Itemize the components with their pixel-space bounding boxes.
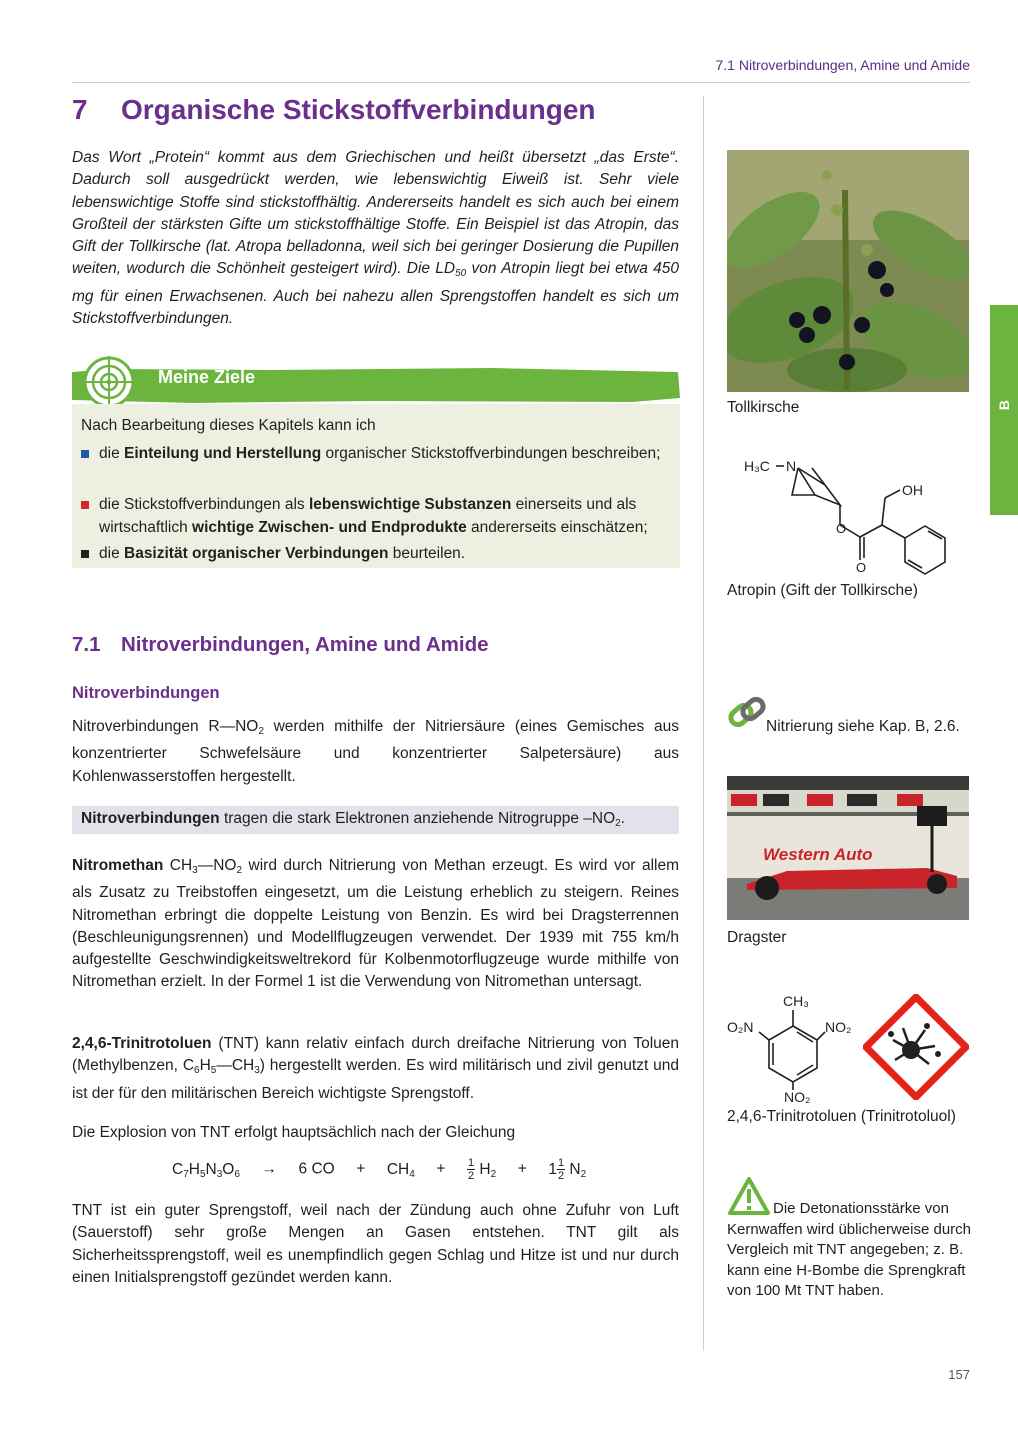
equation-product-co: 6 CO [298, 1160, 335, 1178]
tnt-label-no2: NO₂ [825, 1019, 852, 1035]
header-rule [72, 82, 970, 83]
paragraph-tnt-safety: TNT ist ein guter Sprengstoff, weil nach der Zündung auch ohne Zufuhr von Luft (Sauerstoff) sehr große Mengen an Gasen entstehen. TNT gilt als Sicherheitssprengstoff, weil es unempfindlich gegen Schlag und Hitze ist und nur durch einen Initialsprengstoff gezündet werden kann. [72, 1202, 679, 1286]
subheading: Nitroverbindungen [72, 684, 220, 702]
atropin-label-h3c: H₃C [744, 458, 770, 474]
equation-product-ch4: $CH_4$ [386, 1160, 415, 1180]
column-divider [703, 96, 704, 1351]
reaction-equation [172, 1157, 586, 1182]
paragraph-nitromethan: Nitromethan $CH_3—NO_2$ wird durch Nitrierung von Methan erzeugt. Es wird vor allem als Zusatz zu Treibstoffen eingesetzt, um die Leistung erheblich zu steigern. Reines Nitromethan erbringt die doppelte Leistung von Benzin. Es wird bei Dragsterrennen (Beschleunigungsrennen) und Modellflugzeugen verwendet. Der 1939 mit 755 km/h aufgestellte Geschwindigkeitsweltrekord für Kolbenmotorflugzeuge wurde mithilfe von Nitromethan erzielt. In der Formel 1 ist die Verwendung von Nitromethan untersagt. [72, 857, 679, 991]
goal-item: die Einteilung und Herstellung organischer Stickstoffverbindungen beschreiben; [81, 443, 671, 466]
intro-paragraph: Das Wort „Protein“ kommt aus dem Griechischen und heißt übersetzt „das Erste“. Dadurch soll ausgedrückt werden, wie lebenswichtig Eiweiß ist. Sehr viele lebenswichtige Stoffe sind stickstoffhältig. Andererseits handelt es sich auch bei einem Großteil der stärksten Gifte um stickstoffhältige Stoffe. Ein Beispiel ist das Atropin, das Gift der Tollkirsche (lat. Atropa belladonna, weil sich bei geringer Dosierung die Pupillen weiten, wodurch die Schönheit gesteigert wird). Die $LD_{50}$ von Atropin liegt bei etwa 450 mg für einen Erwachsenen. Auch bei nahezu allen Sprengstoffen handelt es sich um Stickstoffverbindungen. [72, 149, 679, 328]
goals-title: Meine Ziele [158, 367, 256, 387]
tnt-label-no2: NO₂ [784, 1089, 811, 1105]
chapter-title: Organische Stickstoffverbindungen [121, 94, 596, 125]
equation-plus: + [517, 1160, 527, 1178]
atropin-structure [740, 450, 960, 580]
atropin-label-oh: OH [902, 482, 923, 498]
definition-text: Nitroverbindungen tragen die stark Elektronen anziehende Nitrogruppe $-NO_2$. [81, 810, 626, 829]
paragraph-equation-intro: Die Explosion von TNT erfolgt hauptsächlich nach der Gleichung [72, 1124, 516, 1141]
running-head: 7.1 Nitroverbindungen, Amine und Amide [715, 57, 970, 73]
link-note: Nitrierung siehe Kap. B, 2.6. [766, 718, 960, 735]
bullet-icon [81, 450, 89, 458]
tnt-label-o2n: O₂N [727, 1019, 754, 1035]
fraction-half: $\frac{1}{2}$ [467, 1157, 475, 1182]
chapter-tab-label: B [996, 399, 1012, 411]
section-number: 7.1 [72, 633, 101, 656]
equation-reactant: $C_7H_5N_3O_6$ [172, 1160, 240, 1180]
tnt-label-ch3: CH₃ [783, 993, 809, 1009]
chapter-number: 7 [72, 94, 88, 125]
goals-intro: Nach Bearbeitung dieses Kapitels kann ich [81, 417, 376, 434]
atropin-label-o: O [856, 560, 867, 575]
paragraph-tnt: 2,4,6-Trinitrotoluen (TNT) kann relativ einfach durch dreifache Nitrierung von Toluen (Methylbenzen, $C_6H_5—CH_3$) hergestellt werden. Es wird militärisch und zivil genutzt und ist der für den militärischen Bereich wichtigste Sprengstoff. [72, 1035, 679, 1102]
goal-item: die Basizität organischer Verbindungen beurteilen. [81, 543, 671, 566]
dragster-sign: Western Auto [763, 845, 873, 864]
target-icon [83, 356, 135, 408]
equation-product-h2: $H_2$ [479, 1160, 497, 1180]
atropin-label-o: O [836, 521, 847, 536]
page-number: 157 [948, 1367, 970, 1382]
atropin-label-n: N [786, 458, 797, 474]
equation-plus: + [356, 1160, 366, 1178]
equation-product-n2: 1 $\frac{1}{2}$ $N_2$ [548, 1157, 587, 1182]
link-icon [727, 694, 767, 732]
explosive-hazard-icon [863, 994, 969, 1100]
equation-arrow: → [261, 1160, 277, 1178]
dragster-photo [727, 776, 969, 920]
equation-plus: + [436, 1160, 446, 1178]
tollkirsche-photo [727, 150, 969, 392]
tnt-caption: 2,4,6-Trinitrotoluen (Trinitrotoluol) [727, 1108, 956, 1125]
warning-note: Die Detonationsstärke von Kernwaffen wird üblicherweise durch Vergleich mit TNT angegeben; z. B. kann eine H-Bombe die Sprengkraft von 100 Mt TNT haben. [727, 1200, 972, 1299]
section-title: Nitroverbindungen, Amine und Amide [121, 633, 489, 656]
paragraph-nitro: Nitroverbindungen $R—NO_2$ werden mithilfe der Nitriersäure (eines Gemisches aus konzentrierter Schwefelsäure und konzentrierter Salpetersäure) aus Kohlenwasserstoffen hergestellt. [72, 718, 679, 785]
tnt-structure [727, 990, 862, 1105]
atropin-caption: Atropin (Gift der Tollkirsche) [727, 582, 918, 599]
bullet-icon [81, 501, 89, 509]
tollkirsche-caption: Tollkirsche [727, 399, 800, 416]
goal-item: die Stickstoffverbindungen als lebenswichtige Substanzen einerseits und als wirtschaftlich wichtige Zwischen- und Endprodukte andererseits einschätzen; [81, 494, 671, 539]
bullet-icon [81, 550, 89, 558]
dragster-caption: Dragster [727, 929, 787, 946]
